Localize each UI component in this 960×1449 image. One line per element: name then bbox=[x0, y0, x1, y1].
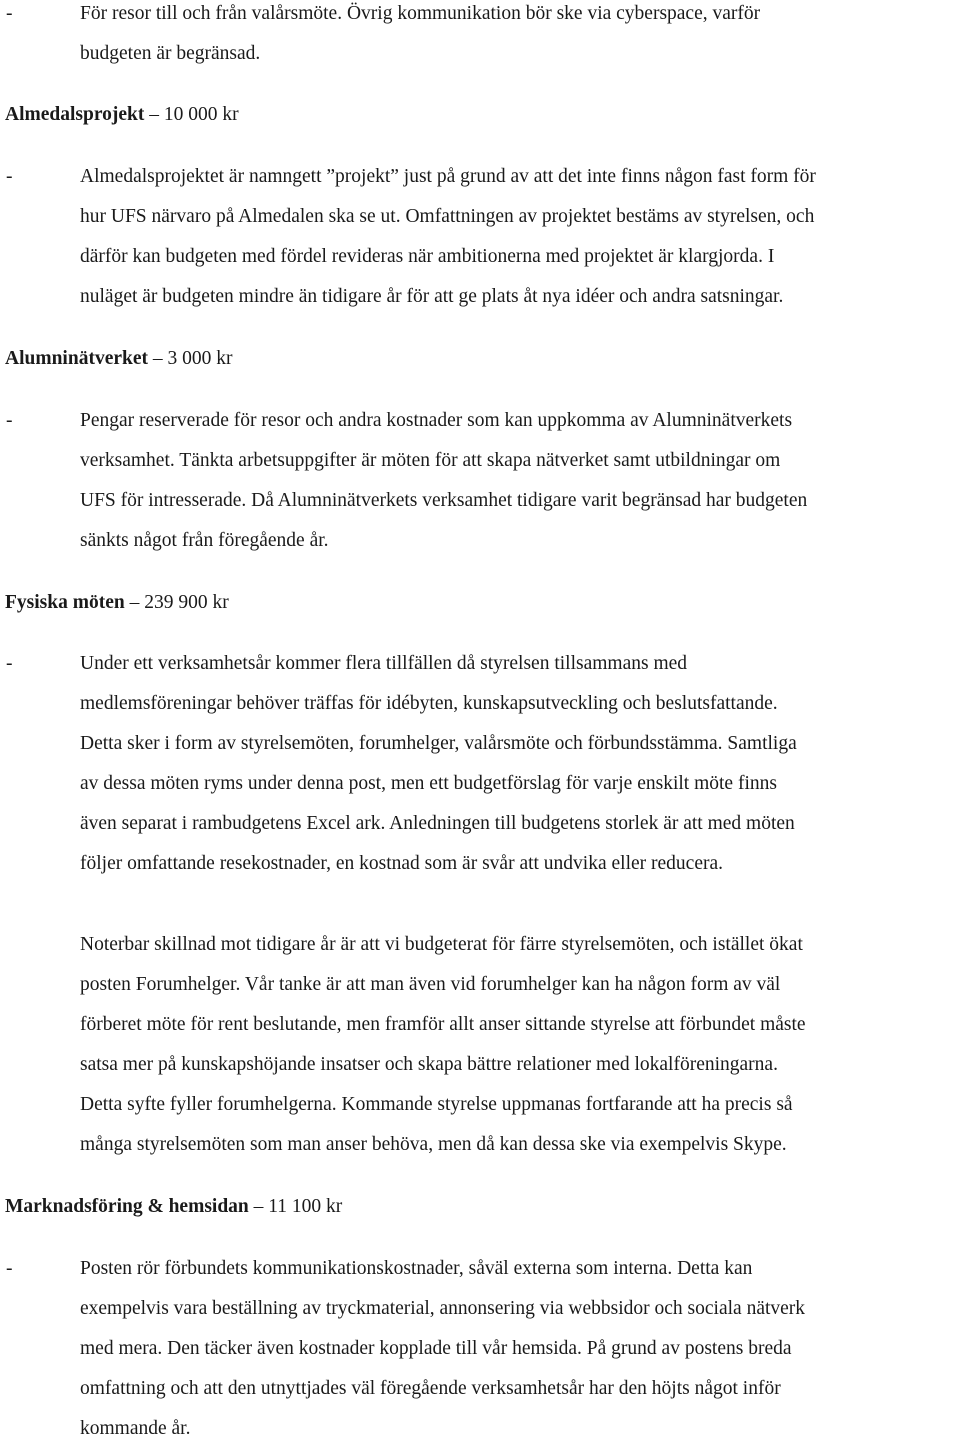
heading-fysiska-moten bbox=[5, 583, 945, 623]
text-line: med mera. Den täcker även kostnader kopplade till vår hemsida. På grund av postens breda bbox=[80, 1338, 792, 1359]
heading-name: Fysiska möten bbox=[5, 592, 125, 613]
heading-name: Almedalsprojekt bbox=[5, 104, 145, 125]
text-line: UFS för intresserade. Då Alumninätverkets verksamhet tidigare varit begränsad har budgeten bbox=[80, 490, 808, 511]
text-line: även separat i rambudgetens Excel ark. Anledningen till budgetens storlek är att med möten bbox=[80, 813, 795, 834]
text-line: Detta syfte fyller forumhelgerna. Kommande styrelse uppmanas fortfarande att ha precis så bbox=[80, 1094, 793, 1115]
bullet-dash: - bbox=[6, 166, 13, 187]
heading-marknadsforing bbox=[5, 1187, 945, 1227]
bullet-text bbox=[80, 157, 960, 317]
heading-amount: – 10 000 kr bbox=[144, 104, 239, 125]
text-line: följer omfattande resekostnader, en kostnad som är svår att undvika eller reducera. bbox=[80, 853, 724, 874]
text-line: hur UFS närvaro på Almedalen ska se ut. Omfattningen av projektet bestäms av styrelsen, och bbox=[80, 206, 815, 227]
paragraph-text bbox=[80, 925, 960, 1165]
text-line: nuläget är budgeten mindre än tidigare år för att ge plats åt nya idéer och andra satsningar. bbox=[80, 286, 784, 307]
heading-almedalsprojekt bbox=[5, 95, 945, 135]
heading-amount: – 11 100 kr bbox=[248, 1196, 343, 1217]
heading-amount: – 3 000 kr bbox=[148, 348, 233, 369]
text-line: omfattning och att den utnyttjades väl föregående verksamhetsår har den höjts något inför bbox=[80, 1378, 781, 1399]
bullet-dash: - bbox=[6, 410, 13, 431]
bullet-text bbox=[80, 0, 960, 74]
text-line: av dessa möten ryms under denna post, men ett budgetförslag för varje enskilt möte finns bbox=[80, 773, 777, 794]
bullet-travel bbox=[0, 0, 960, 74]
text-line: posten Forumhelger. Vår tanke är att man även vid forumhelger kan ha någon form av väl bbox=[80, 974, 781, 995]
text-line: många styrelsemöten som man anser behöva, men då kan dessa ske via exempelvis Skype. bbox=[80, 1134, 787, 1155]
heading-amount: – 239 900 kr bbox=[124, 592, 229, 613]
text-line: kommande år. bbox=[80, 1418, 191, 1439]
bullet-marknadsforing bbox=[0, 1249, 960, 1449]
bullet-text bbox=[80, 644, 960, 884]
text-line: Under ett verksamhetsår kommer flera tillfällen då styrelsen tillsammans med bbox=[80, 653, 688, 674]
bullet-alumninatverket bbox=[0, 401, 960, 561]
bullet-text bbox=[80, 1249, 960, 1449]
text-line: Pengar reserverade för resor och andra kostnader som kan uppkomma av Alumninätverkets bbox=[80, 410, 793, 431]
text-line: därför kan budgeten med fördel revideras när ambitionerna med projektet är klargjorda. I bbox=[80, 246, 775, 267]
paragraph-fysiska-moten-note bbox=[0, 925, 960, 1165]
bullet-text bbox=[80, 401, 960, 561]
text-line: Almedalsprojektet är namngett ”projekt” just på grund av att det inte finns någon fast form för bbox=[80, 166, 816, 187]
text-line: Posten rör förbundets kommunikationskostnader, såväl externa som interna. Detta kan bbox=[80, 1258, 753, 1279]
text-line: verksamhet. Tänkta arbetsuppgifter är möten för att skapa nätverket samt utbildningar om bbox=[80, 450, 781, 471]
bullet-dash: - bbox=[6, 3, 13, 24]
text-line: Noterbar skillnad mot tidigare år är att vi budgeterat för färre styrelsemöten, och istället ökat bbox=[80, 934, 803, 955]
bullet-dash: - bbox=[6, 653, 13, 674]
text-line: sänkts något från föregående år. bbox=[80, 530, 329, 551]
text-line: förberet möte för rent beslutande, men framför allt anser sittande styrelse att förbundet måste bbox=[80, 1014, 806, 1035]
text-line: satsa mer på kunskapshöjande insatser och skapa bättre relationer med lokalföreningarna. bbox=[80, 1054, 778, 1075]
text-line: medlemsföreningar behöver träffas för idébyten, kunskapsutveckling och beslutsfattande. bbox=[80, 693, 778, 714]
text-line: exempelvis vara beställning av tryckmaterial, annonsering via webbsidor och sociala nätverk bbox=[80, 1298, 806, 1319]
text-line: budgeten är begränsad. bbox=[80, 43, 261, 64]
bullet-fysiska-moten bbox=[0, 644, 960, 884]
bullet-almedalsprojekt bbox=[0, 157, 960, 317]
text-line: Detta sker i form av styrelsemöten, forumhelger, valårsmöte och förbundsstämma. Samtliga bbox=[80, 733, 797, 754]
heading-alumninatverket bbox=[5, 339, 945, 379]
text-line: För resor till och från valårsmöte. Övrig kommunikation bör ske via cyberspace, varför bbox=[80, 3, 761, 24]
heading-name: Marknadsföring & hemsidan bbox=[5, 1196, 249, 1217]
heading-name: Alumninätverket bbox=[5, 348, 148, 369]
bullet-dash: - bbox=[6, 1258, 13, 1279]
